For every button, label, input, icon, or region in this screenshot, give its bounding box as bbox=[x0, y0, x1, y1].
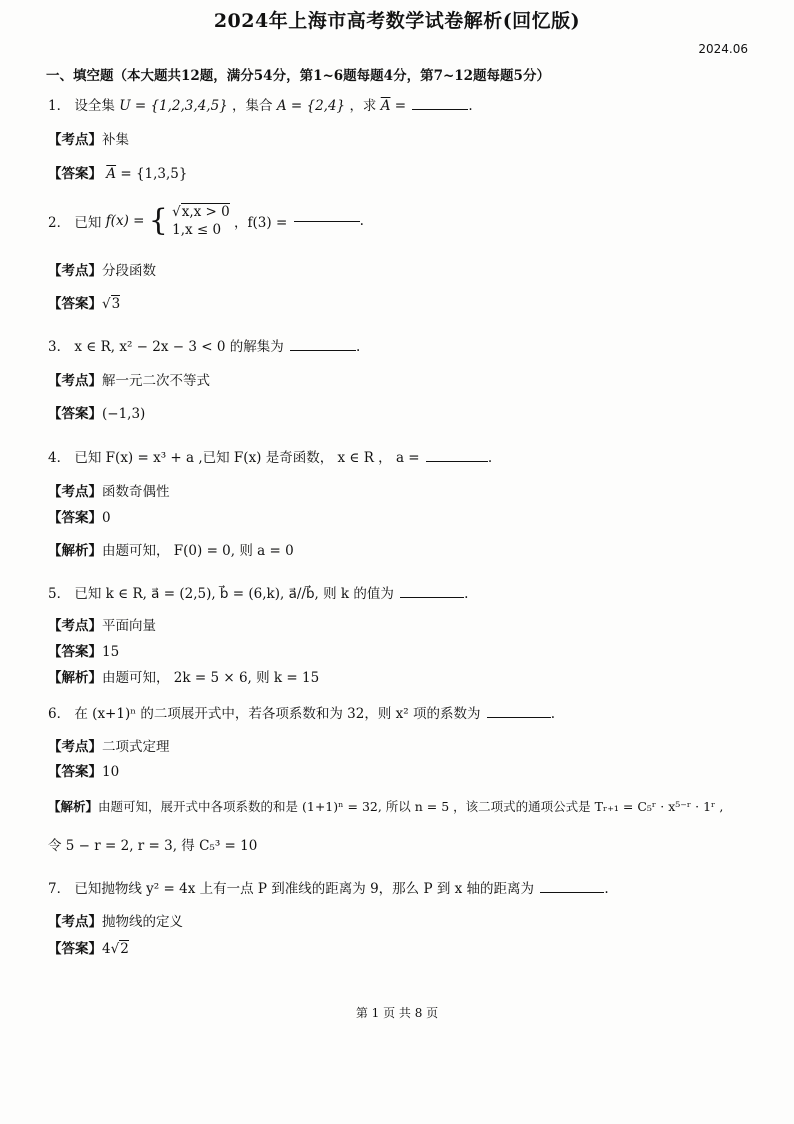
analysis-line-6: 【解析】由题可知，展开式中各项系数的和是 (1+1)ⁿ = 32, 所以 n = 5 ，该二项式的通项公式是 Tᵣ₊₁ = C₅ʳ · x⁵⁻ʳ · 1ʳ , bbox=[48, 799, 724, 814]
answer-line-5: 【答案】15 bbox=[48, 644, 120, 660]
answer-blank bbox=[412, 108, 468, 110]
piecewise-brace: { bbox=[148, 203, 168, 238]
analysis-line-5: 【解析】由题可知， 2k = 5 × 6, 则 k = 15 bbox=[48, 670, 320, 686]
question-5: 5． 已知 k ∈ R, a⃗ = (2,5), b⃗ = (6,k), a⃗//b⃗, 则 k 的值为 . bbox=[48, 586, 469, 602]
question-number: 3． bbox=[48, 339, 71, 355]
answer-blank bbox=[426, 460, 488, 462]
question-number: 6． bbox=[48, 706, 71, 722]
topic-line-2: 【考点】分段函数 bbox=[48, 263, 156, 279]
answer-line-2: 【答案】√3 bbox=[48, 296, 121, 312]
answer-blank bbox=[540, 891, 604, 893]
question-2: 2． 已知 f(x) = { √x,x > 0 1,x ≤ 0 ，f(3) = . bbox=[48, 203, 364, 238]
question-number: 4． bbox=[48, 450, 71, 466]
set-a: A = {2,4} bbox=[276, 98, 346, 114]
question-number: 2． bbox=[48, 215, 71, 231]
page-footer: 第 1 页 共 8 页 bbox=[355, 1006, 439, 1020]
answer-blank bbox=[294, 220, 360, 222]
question-number: 1． bbox=[48, 98, 71, 114]
answer-blank bbox=[400, 596, 464, 598]
question-6: 6． 在 (x+1)ⁿ 的二项展开式中，若各项系数和为 32，则 x² 项的系数为 . bbox=[48, 706, 556, 722]
question-7: 7． 已知抛物线 y² = 4x 上有一点 P 到准线的距离为 9，那么 P 到 x 轴的距离为 . bbox=[48, 881, 609, 897]
topic-line-7: 【考点】抛物线的定义 bbox=[48, 914, 183, 930]
analysis-line-6-cont: 令 5 − r = 2, r = 3, 得 C₅³ = 10 bbox=[48, 838, 258, 854]
question-4: 4． 已知 F(x) = x³ + a ,已知 F(x) 是奇函数， x ∈ R ， a = . bbox=[48, 450, 493, 466]
topic-line-4: 【考点】函数奇偶性 bbox=[48, 484, 170, 500]
answer-line-7: 【答案】4√2 bbox=[48, 941, 129, 957]
piecewise-cases: √x,x > 0 1,x ≤ 0 bbox=[172, 204, 230, 238]
exam-date: 2024.06 bbox=[698, 42, 748, 56]
page-title: 2024年上海市高考数学试卷解析(回忆版) bbox=[213, 10, 581, 32]
topic-line-1: 【考点】补集 bbox=[48, 132, 129, 148]
question-number: 7． bbox=[48, 881, 71, 897]
question-3: 3． x ∈ R, x² − 2x − 3 < 0 的解集为 . bbox=[48, 339, 361, 355]
analysis-line-4: 【解析】由题可知， F(0) = 0, 则 a = 0 bbox=[48, 543, 294, 559]
topic-line-6: 【考点】二项式定理 bbox=[48, 739, 170, 755]
topic-line-3: 【考点】解一元二次不等式 bbox=[48, 373, 210, 389]
question-number: 5． bbox=[48, 586, 71, 602]
answer-line-3: 【答案】(−1,3) bbox=[48, 406, 146, 422]
question-1: 1． 设全集 U = {1,2,3,4,5} ，集合 A = {2,4} ，求 $\overline{A}$ = . bbox=[48, 98, 473, 114]
universal-set: U = {1,2,3,4,5} bbox=[119, 98, 228, 114]
answer-line-1: 【答案】 $\overline{A} = \{1,3,5\}$ bbox=[48, 166, 188, 182]
section-heading: 一、填空题（本大题共12题，满分54分，第1~6题每题4分，第7~12题每题5分） bbox=[46, 68, 550, 84]
answer-blank bbox=[487, 716, 551, 718]
answer-line-4: 【答案】0 bbox=[48, 510, 111, 526]
topic-line-5: 【考点】平面向量 bbox=[48, 618, 156, 634]
answer-line-6: 【答案】10 bbox=[48, 764, 120, 780]
complement-a: $\overline{A}$ bbox=[380, 98, 391, 114]
answer-blank bbox=[290, 349, 356, 351]
